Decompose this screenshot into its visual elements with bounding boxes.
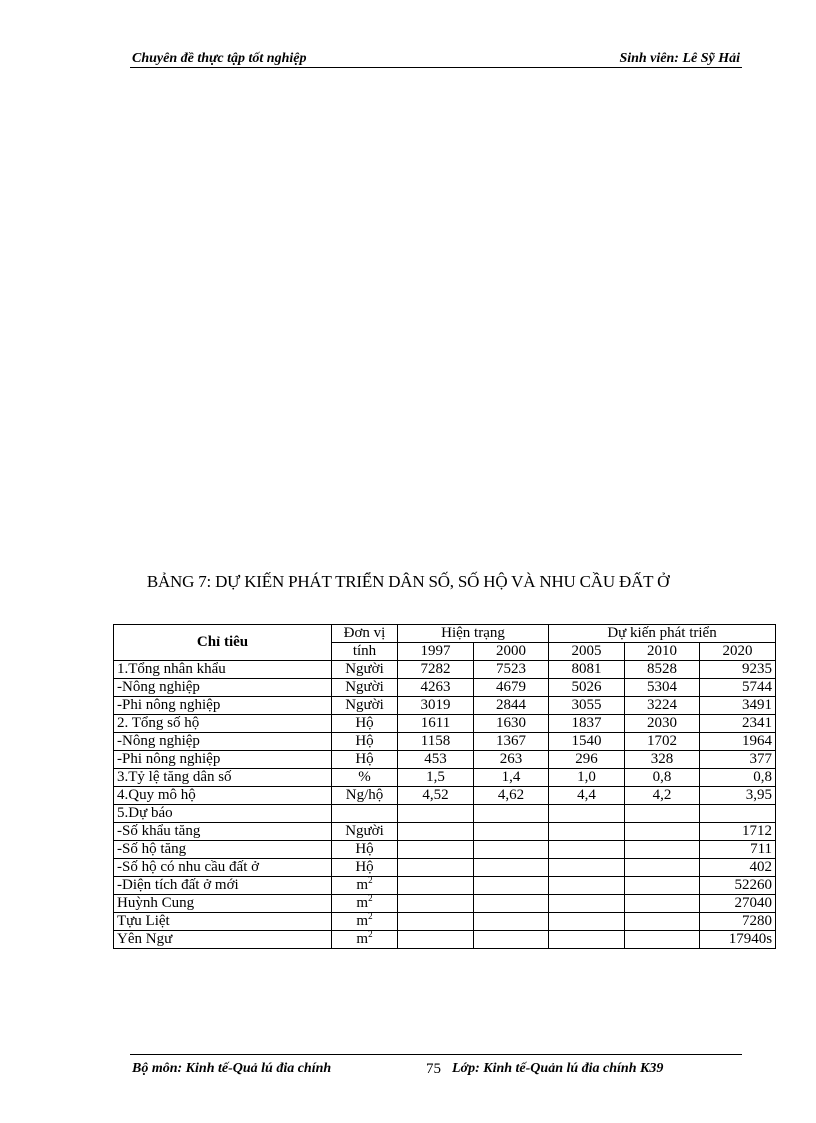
row-value — [625, 805, 700, 823]
row-value — [625, 859, 700, 877]
row-value: 453 — [398, 751, 474, 769]
row-value: 7282 — [398, 661, 474, 679]
row-unit-superscript: 2 — [368, 876, 373, 885]
row-indicator: Tựu Liệt — [114, 913, 332, 931]
row-unit-superscript: 2 — [368, 894, 373, 903]
page-footer — [130, 1054, 742, 1079]
row-unit-text: Hộ — [355, 715, 374, 731]
row-value: 52260 — [700, 877, 776, 895]
row-indicator: 5.Dự báo — [114, 805, 332, 823]
row-unit — [332, 823, 398, 841]
row-value: 1630 — [474, 715, 549, 733]
row-value: 328 — [625, 751, 700, 769]
row-value: 1,5 — [398, 769, 474, 787]
row-indicator: 1.Tổng nhân khẩu — [114, 661, 332, 679]
row-value — [625, 931, 700, 949]
row-value: 3224 — [625, 697, 700, 715]
row-unit-text: Người — [345, 661, 384, 677]
row-unit-text: Người — [345, 823, 384, 839]
table-row — [114, 931, 776, 949]
row-value: 8528 — [625, 661, 700, 679]
row-indicator: -Số khẩu tăng — [114, 823, 332, 841]
table-row — [114, 859, 776, 877]
table-row — [114, 769, 776, 787]
row-unit — [332, 913, 398, 931]
table-row — [114, 697, 776, 715]
table-row — [114, 787, 776, 805]
row-value — [398, 895, 474, 913]
row-indicator: Huỳnh Cung — [114, 895, 332, 913]
row-value: 402 — [700, 859, 776, 877]
row-value — [474, 895, 549, 913]
row-unit — [332, 661, 398, 679]
row-value — [549, 859, 625, 877]
header-year: 2010 — [625, 643, 700, 661]
row-unit — [332, 679, 398, 697]
row-value — [474, 859, 549, 877]
row-unit — [332, 877, 398, 895]
row-value: 263 — [474, 751, 549, 769]
table-title: BẢNG 7: DỰ KIẾN PHÁT TRIỂN DÂN SỐ, SỐ HỘ VÀ NHU CẦU ĐẤT Ở — [146, 572, 670, 591]
row-indicator: -Số hộ có nhu cầu đất ở — [114, 859, 332, 877]
row-unit — [332, 769, 398, 787]
header-unit-line1: Đơn vị — [332, 625, 398, 643]
table-row — [114, 679, 776, 697]
row-unit-text: Người — [345, 697, 384, 713]
row-value: 3019 — [398, 697, 474, 715]
row-value — [549, 823, 625, 841]
row-unit — [332, 733, 398, 751]
row-value — [549, 805, 625, 823]
row-value: 4263 — [398, 679, 474, 697]
row-value — [398, 931, 474, 949]
row-value: 1712 — [700, 823, 776, 841]
row-value — [474, 805, 549, 823]
row-value: 7280 — [700, 913, 776, 931]
row-unit-text: m — [356, 931, 369, 947]
row-value: 711 — [700, 841, 776, 859]
header-right-text: Sinh viên: Lê Sỹ Hải — [619, 51, 740, 66]
row-unit — [332, 697, 398, 715]
row-value: 1702 — [625, 733, 700, 751]
row-value — [549, 841, 625, 859]
row-unit-text: Hộ — [355, 733, 374, 749]
row-value: 1611 — [398, 715, 474, 733]
row-unit — [332, 841, 398, 859]
row-value: 5304 — [625, 679, 700, 697]
header-current: Hiện trạng — [398, 625, 549, 643]
footer-department: Bộ môn: Kinh tế-Quả lú đia chính — [132, 1061, 332, 1076]
row-unit — [332, 895, 398, 913]
header-year: 1997 — [398, 643, 474, 661]
row-indicator: 4.Quy mô hộ — [114, 787, 332, 805]
row-value — [549, 877, 625, 895]
row-value — [549, 895, 625, 913]
row-value — [398, 823, 474, 841]
row-value: 17940s — [700, 931, 776, 949]
row-value: 1964 — [700, 733, 776, 751]
table-row — [114, 877, 776, 895]
table-row — [114, 751, 776, 769]
row-unit — [332, 787, 398, 805]
row-value: 3491 — [700, 697, 776, 715]
row-unit — [332, 805, 398, 823]
table-row — [114, 841, 776, 859]
row-unit-text: Người — [345, 679, 384, 695]
forecast-table — [113, 624, 776, 949]
footer-class: Lớp: Kinh tế-Quản lú đia chính K39 — [452, 1061, 664, 1076]
row-unit-text: Ng/hộ — [345, 787, 384, 803]
table-row — [114, 913, 776, 931]
header-year: 2000 — [474, 643, 549, 661]
row-value: 2341 — [700, 715, 776, 733]
row-value: 2844 — [474, 697, 549, 715]
row-unit-text: Hộ — [355, 859, 374, 875]
table-row — [114, 661, 776, 679]
row-value: 27040 — [700, 895, 776, 913]
row-value: 3055 — [549, 697, 625, 715]
row-value — [625, 895, 700, 913]
row-unit — [332, 751, 398, 769]
row-value — [700, 805, 776, 823]
row-value — [625, 823, 700, 841]
page-header — [130, 50, 742, 68]
page-number: 75 — [426, 1061, 441, 1077]
table-row — [114, 715, 776, 733]
row-value: 1158 — [398, 733, 474, 751]
row-value: 1540 — [549, 733, 625, 751]
row-indicator: -Phi nông nghiệp — [114, 697, 332, 715]
row-unit-text: m — [356, 895, 369, 911]
header-left-text: Chuyên đề thực tập tốt nghiệp — [132, 51, 307, 66]
row-value: 7523 — [474, 661, 549, 679]
row-unit-superscript: 2 — [368, 912, 373, 921]
row-value: 4,2 — [625, 787, 700, 805]
row-value: 8081 — [549, 661, 625, 679]
row-value — [474, 877, 549, 895]
row-unit — [332, 931, 398, 949]
row-value: 1367 — [474, 733, 549, 751]
row-value: 4,62 — [474, 787, 549, 805]
row-indicator: Yên Ngư — [114, 931, 332, 949]
row-unit — [332, 715, 398, 733]
row-value — [549, 913, 625, 931]
row-indicator: 3.Tỷ lệ tăng dân số — [114, 769, 332, 787]
row-value — [398, 859, 474, 877]
row-value — [474, 823, 549, 841]
row-value — [474, 841, 549, 859]
row-value: 9235 — [700, 661, 776, 679]
row-indicator: -Diện tích đất ở mới — [114, 877, 332, 895]
row-value: 0,8 — [700, 769, 776, 787]
row-value: 2030 — [625, 715, 700, 733]
row-value: 0,8 — [625, 769, 700, 787]
row-value: 377 — [700, 751, 776, 769]
row-value: 5026 — [549, 679, 625, 697]
row-value — [474, 931, 549, 949]
row-indicator: -Phi nông nghiệp — [114, 751, 332, 769]
row-value: 4,4 — [549, 787, 625, 805]
row-value: 1,0 — [549, 769, 625, 787]
row-value: 1,4 — [474, 769, 549, 787]
row-unit-text: Hộ — [355, 751, 374, 767]
row-value — [398, 913, 474, 931]
row-value — [549, 931, 625, 949]
table-row — [114, 823, 776, 841]
row-value: 4,52 — [398, 787, 474, 805]
row-indicator: -Nông nghiệp — [114, 733, 332, 751]
table-row — [114, 805, 776, 823]
header-unit-line2: tính — [332, 643, 398, 661]
row-value — [398, 841, 474, 859]
row-unit-text: m — [356, 913, 369, 929]
row-value: 5744 — [700, 679, 776, 697]
row-value — [625, 841, 700, 859]
row-indicator: -Số hộ tăng — [114, 841, 332, 859]
row-unit — [332, 859, 398, 877]
header-forecast: Dự kiến phát triển — [549, 625, 776, 643]
row-value: 4679 — [474, 679, 549, 697]
header-row-1 — [114, 625, 776, 643]
row-unit-text: Hộ — [355, 841, 374, 857]
header-year: 2005 — [549, 643, 625, 661]
row-value — [474, 913, 549, 931]
row-value: 1837 — [549, 715, 625, 733]
table-row — [114, 895, 776, 913]
row-value — [625, 877, 700, 895]
row-value: 296 — [549, 751, 625, 769]
row-indicator: 2. Tổng số hộ — [114, 715, 332, 733]
row-unit-superscript: 2 — [368, 930, 373, 939]
row-value — [398, 805, 474, 823]
row-indicator: -Nông nghiệp — [114, 679, 332, 697]
header-year: 2020 — [700, 643, 776, 661]
table-row — [114, 733, 776, 751]
header-indicator: Chỉ tiêu — [114, 625, 332, 661]
row-value: 3,95 — [700, 787, 776, 805]
row-unit-text: % — [358, 769, 371, 785]
row-unit-text: m — [356, 877, 369, 893]
row-value — [625, 913, 700, 931]
row-value — [398, 877, 474, 895]
